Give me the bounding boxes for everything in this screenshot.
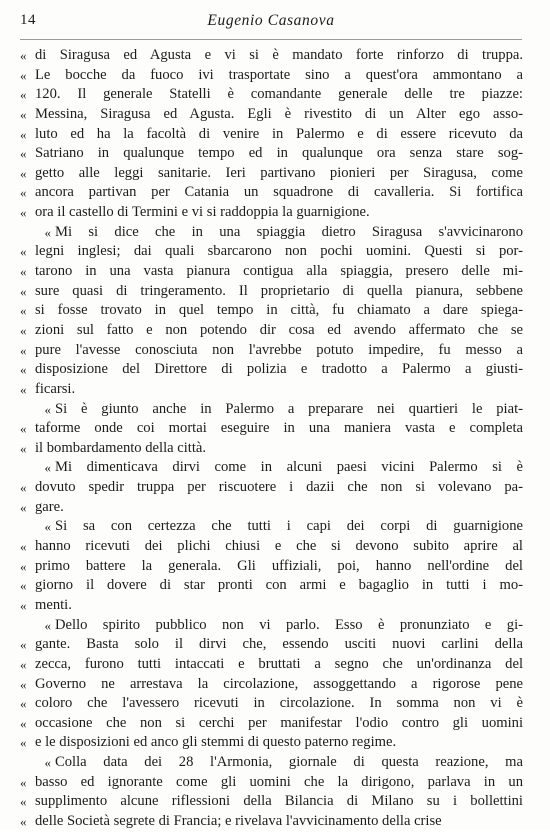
text-line: [20, 105, 523, 125]
quote-mark: «: [44, 224, 51, 240]
page-header: [20, 12, 522, 36]
line-text: pure l'avesse conosciuta non l'avrebbe potuto impedire, fu messo a: [35, 341, 523, 358]
quote-mark: «: [20, 774, 27, 790]
quote-mark: «: [20, 715, 27, 731]
line-text: legni inglesi; dai quali sbarcarono non pochi uomini. Questi si por-: [35, 243, 523, 260]
paragraph: [20, 46, 523, 223]
quote-mark: «: [20, 126, 27, 142]
quote-mark: «: [20, 696, 27, 712]
quote-mark: «: [20, 185, 27, 201]
line-text: Satriano in qualunque tempo ed in qualunque ora senza stare sog-: [35, 145, 523, 162]
line-text: zecca, furono tutti intaccati e bruttati a segno che un'ordinanza del: [35, 655, 523, 672]
line-text: hanno ricevuti dei plichi chiusi e che si devono subito aprire al: [35, 538, 523, 555]
text-line: [20, 46, 523, 66]
header-rule: [20, 39, 522, 40]
text-line: [20, 183, 523, 203]
line-text: e le disposizioni ed anco gli stemmi di questo paterno regime.: [35, 734, 397, 751]
text-line: [20, 557, 523, 577]
text-line: [20, 380, 523, 400]
line-text: coloro che l'avessero ricevuti in circolazione. In somma non vi è: [35, 695, 523, 712]
line-text: di Siragusa ed Agusta e vi si è mandato forte rinforzo di truppa.: [35, 47, 523, 63]
quote-mark: «: [20, 480, 27, 496]
text-line: [20, 478, 523, 498]
line-text: Mi si dice che in una spiaggia dietro Siragusa s'avvicinarono: [55, 223, 523, 240]
text-line: [20, 753, 523, 773]
text-line: [20, 576, 523, 596]
paragraph: [20, 517, 523, 615]
line-text: disposizione del Direttore di polizia e tradotto a Palermo a giusti-: [35, 361, 523, 378]
text-line: [20, 773, 523, 793]
paragraph: [20, 400, 523, 459]
line-text: Governo ne arrestava la circolazione, assoggettando a rigorose pene: [35, 675, 523, 692]
quote-mark: «: [44, 519, 51, 535]
text-line: [20, 458, 523, 478]
line-text: giorno il dovere di star pronti con armi e bagaglio in tutti i mo-: [35, 577, 523, 594]
quote-mark: «: [20, 205, 27, 221]
quote-mark: «: [44, 401, 51, 417]
text-line: [20, 714, 523, 734]
line-text: Mi dimenticava dirvi come in alcuni paesi vicini Palermo si è: [55, 459, 523, 476]
text-line: [20, 203, 523, 223]
line-text: Le bocche da fuoco ivi trasportate sino a quest'ora ammontano a: [35, 66, 523, 83]
line-text: sure quasi di tringeramento. Il proprietario di quella pianura, sebbene: [35, 282, 523, 299]
quote-mark: «: [20, 539, 27, 555]
quote-mark: «: [20, 106, 27, 122]
text-line: [20, 262, 523, 282]
text-line: [20, 301, 523, 321]
text-line: [20, 125, 523, 145]
quote-mark: «: [20, 362, 27, 378]
quote-mark: «: [20, 381, 27, 397]
line-text: Colla data dei 28 l'Armonia, giornale di questa reazione, ma: [55, 754, 523, 771]
text-line: [20, 164, 523, 184]
line-text: basso ed ignorante come gli uomini che la dirigono, parlava in un: [35, 773, 523, 790]
text-line: [20, 144, 523, 164]
text-line: [20, 537, 523, 557]
quote-mark: «: [20, 558, 27, 574]
line-text: delle Società segrete di Francia; e rivelava l'avvicinamento della crise: [35, 812, 442, 829]
text-line: [20, 223, 523, 243]
line-text: Si è giunto anche in Palermo a preparare nei quartieri le piat-: [55, 400, 523, 417]
quote-mark: «: [44, 460, 51, 476]
quote-mark: «: [20, 656, 27, 672]
quote-mark: «: [20, 578, 27, 594]
line-text: si fosse trovato in quel tempo in città, fu chiamato a dare spiega-: [35, 302, 523, 319]
line-text: gare.: [35, 498, 64, 515]
quote-mark: «: [20, 67, 27, 83]
running-head: Eugenio Casanova: [207, 12, 335, 29]
quote-mark: «: [20, 735, 27, 751]
text-line: [20, 498, 523, 518]
text-line: [20, 596, 523, 616]
quote-mark: «: [20, 146, 27, 162]
line-text: Si sa con certezza che tutti i capi dei corpi di guarnigione: [55, 518, 523, 535]
text-line: [20, 242, 523, 262]
text-line: [20, 733, 523, 753]
line-text: Dello spirito pubblico non vi parlo. Esso è pronunziato e gi-: [55, 616, 523, 633]
quote-mark: «: [20, 48, 27, 63]
line-text: getto alle leggi sanitarie. Ieri partivano pionieri per Siragusa, come: [35, 164, 523, 181]
quote-mark: «: [20, 440, 27, 456]
text-line: [20, 675, 523, 695]
line-text: menti.: [35, 596, 72, 613]
quote-mark: «: [44, 755, 51, 771]
line-text: supplimento alcune riflessioni della Bilancia di Milano su i bollettini: [35, 793, 523, 810]
line-text: 120. Il generale Statelli è comandante generale delle tre piazze:: [35, 86, 523, 103]
paragraph: [20, 458, 523, 517]
line-text: gante. Basta solo il dirvi che, essendo usciti nuovi carlini della: [35, 636, 523, 653]
line-text: ora il castello di Termini e vi si raddoppia la guarnigione.: [35, 204, 370, 221]
line-text: occasione che non si cerchi per manifestar l'odio contro gli uomini: [35, 714, 523, 731]
line-text: luto ed ha la facoltà di venire in Palermo e di essere ricevuto da: [35, 125, 523, 142]
line-text: taforme onde coi mortai eseguire in una maniera vasta e completa: [35, 420, 523, 437]
text-line: [20, 635, 523, 655]
text-line: [20, 282, 523, 302]
text-line: [20, 655, 523, 675]
line-text: ancora partivan per Catania un squadrone di cavalleria. Si fortifica: [35, 184, 523, 201]
text-line: [20, 360, 523, 380]
text-line: [20, 66, 523, 86]
text-line: [20, 85, 523, 105]
text-line: [20, 792, 523, 812]
paragraph: [20, 753, 523, 832]
quote-mark: «: [20, 342, 27, 358]
text-line: [20, 439, 523, 459]
line-text: zioni sul fatto e non potendo dir cosa ed avendo affermato che se: [35, 321, 523, 338]
quote-mark: «: [20, 244, 27, 260]
body-text: [20, 46, 523, 832]
quote-mark: «: [20, 499, 27, 515]
line-text: ficarsi.: [35, 380, 76, 397]
paragraph: [20, 616, 523, 753]
quote-mark: «: [20, 597, 27, 613]
quote-mark: «: [20, 303, 27, 319]
quote-mark: «: [20, 676, 27, 692]
text-line: [20, 321, 523, 341]
quote-mark: «: [20, 421, 27, 437]
quote-mark: «: [20, 637, 27, 653]
text-line: [20, 517, 523, 537]
line-text: tarono in una vasta pianura contigua alla spiaggia, presero delle mi-: [35, 263, 523, 280]
paragraph: [20, 223, 523, 400]
page-number: 14: [20, 12, 36, 28]
line-text: dovuto spedir truppa per riscuotere i dazii che non si volevano pa-: [35, 479, 523, 496]
quote-mark: «: [20, 87, 27, 103]
text-line: [20, 694, 523, 714]
line-text: Messina, Siragusa ed Agusta. Egli è rivestito di un Alter ego asso-: [35, 105, 523, 122]
quote-mark: «: [20, 165, 27, 181]
quote-mark: «: [20, 794, 27, 810]
line-text: il bombardamento della città.: [35, 439, 207, 456]
text-line: [20, 341, 523, 361]
quote-mark: «: [20, 813, 27, 829]
quote-mark: «: [20, 264, 27, 280]
quote-mark: «: [20, 322, 27, 338]
text-line: [20, 616, 523, 636]
line-text: primo battere la generala. Gli uffiziali, poi, hanno nell'ordine del: [35, 557, 523, 574]
quote-mark: «: [44, 617, 51, 633]
quote-mark: «: [20, 283, 27, 299]
text-line: [20, 400, 523, 420]
text-line: [20, 419, 523, 439]
